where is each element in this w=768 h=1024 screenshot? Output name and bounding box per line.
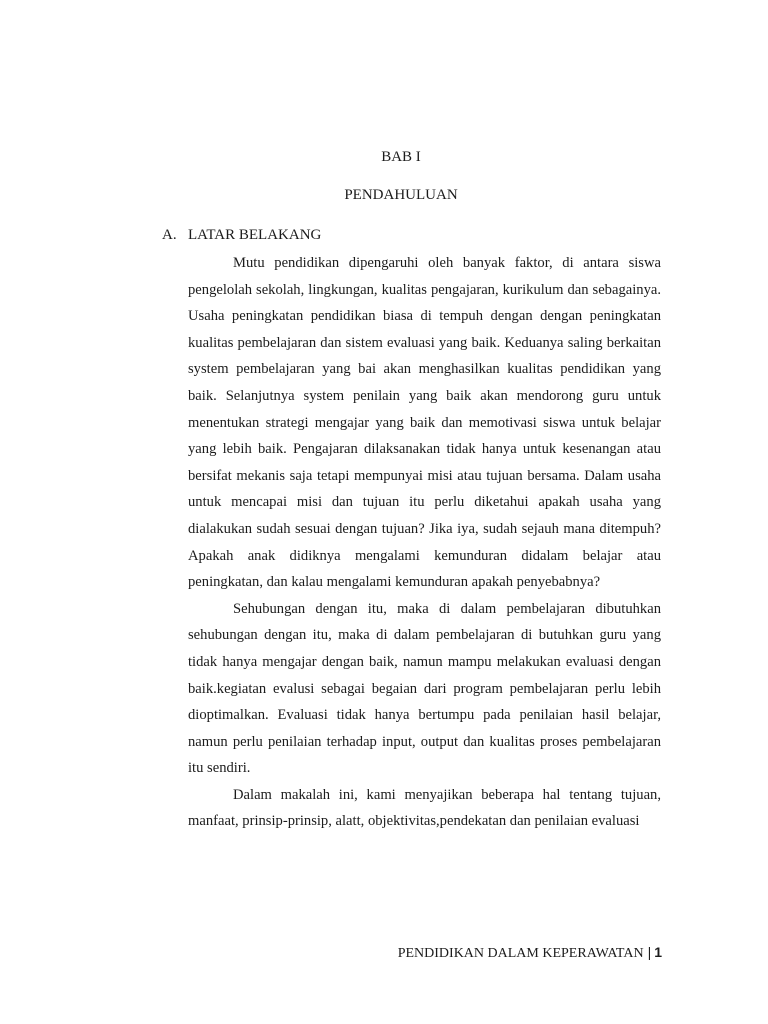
section-title: LATAR BELAKANG [188, 227, 322, 243]
paragraph: Mutu pendidikan dipengaruhi oleh banyak faktor, di antara siswa pengelolah sekolah, lingkungan, kualitas pengajaran, kurikulum dan sebagainya. Usaha peningkatan pendidikan biasa di tempuh dengan dengan peningkatan kualitas pembelajaran dan sistem evaluasi yang baik. Keduanya saling berkaitan system pembelajaran yang bai akan menghasilkan kualitas pendidikan yang baik. Selanjutnya system penilain yang baik akan mendorong guru untuk menentukan strategi mengajar yang baik dan memotivasi siswa untuk belajar yang lebih baik. Pengajaran dilaksanakan tidak hanya untuk kesenangan atau bersifat mekanis saja tetapi mempunyai misi atau tujuan bersama. Dalam usaha untuk mencapai misi dan tujuan itu perlu diketahui apakah usaha yang dialakukan sudah sesuai dengan tujuan? Jika iya, sudah sejauh mana ditempuh? Apakah anak didiknya mengalami kemunduran didalam belajar atau peningkatan, dan kalau mengalami kemunduran apakah penyebabnya? [188, 255, 661, 591]
running-title: PENDIDIKAN DALAM KEPERAWATAN [397, 946, 644, 961]
page-footer [398, 942, 662, 964]
body-text [188, 250, 661, 835]
chapter-number: BAB I [381, 149, 421, 165]
paragraph: Sehubungan dengan itu, maka di dalam pembelajaran dibutuhkan sehubungan dengan itu, maka di dalam pembelajaran di butuhkan guru yang tidak hanya mengajar dengan baik, namun mampu melakukan evaluasi dengan baik.kegiatan evalusi sebagai begaian dari program pembelajaran perlu lebih dioptimalkan. Evaluasi tidak hanya bertumpu pada penilaian hasil belajar, namun perlu penilaian terhadap input, output dan kualitas proses pembelajaran itu sendiri. [188, 600, 661, 777]
paragraph: Dalam makalah ini, kami menyajikan beberapa hal tentang tujuan, manfaat, prinsip-prinsip, alatt, objektivitas,pendekatan dan penilaian evaluasi [188, 786, 661, 830]
section-heading [162, 225, 321, 245]
chapter-title: PENDAHULUAN [344, 187, 458, 203]
footer-separator: | [647, 944, 652, 960]
page-number: 1 [654, 944, 662, 960]
section-letter: A. [162, 227, 177, 243]
